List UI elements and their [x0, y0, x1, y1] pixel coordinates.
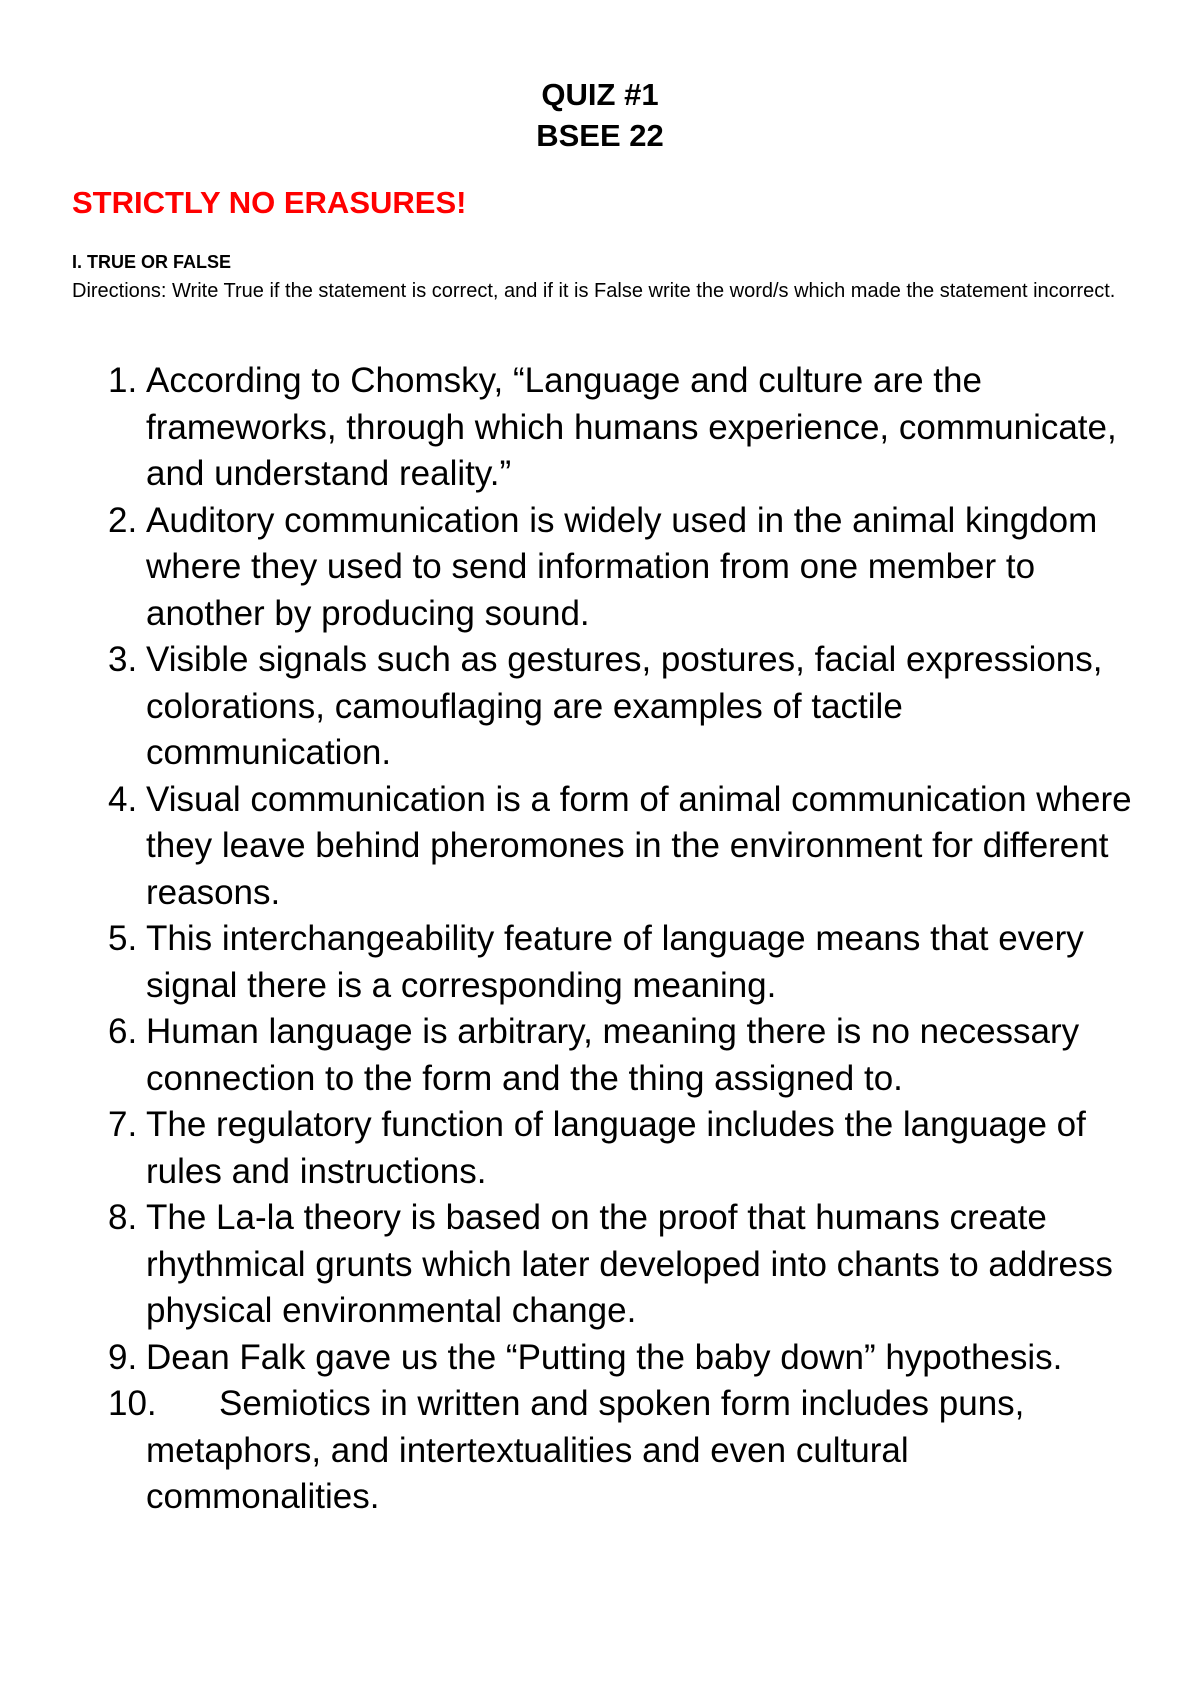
- section-heading: I. TRUE OR FALSE: [72, 252, 232, 272]
- question-number: 4.: [108, 779, 138, 819]
- question-item: [0, 498, 1136, 638]
- question-item: [0, 777, 1136, 917]
- question-text: This interchangeability feature of language means that every signal there is a corresponding meaning.: [146, 919, 1084, 1005]
- question-item: [0, 1195, 1136, 1335]
- question-number: 1.: [108, 361, 138, 400]
- question-number: 10.: [108, 1384, 157, 1423]
- question-item: [0, 1335, 1136, 1382]
- question-item: [0, 1102, 1136, 1195]
- question-item: [0, 916, 1136, 1009]
- question-number: 5.: [108, 919, 138, 958]
- class-code: BSEE 22: [536, 118, 664, 153]
- no-erasures-warning: STRICTLY NO ERASURES!: [72, 185, 467, 220]
- quiz-title: QUIZ #1: [541, 77, 659, 112]
- question-item: [0, 358, 1136, 498]
- question-text: The La-la theory is based on the proof that humans create rhythmical grunts which later developed into chants to address physical environmental change.: [146, 1198, 1113, 1330]
- question-text: According to Chomsky, “Language and culture are the frameworks, through which humans experience, communicate, and understand reality.”: [146, 361, 1117, 493]
- question-number: 7.: [108, 1105, 138, 1144]
- question-text: The regulatory function of language includes the language of rules and instructions.: [146, 1105, 1086, 1191]
- question-item: [0, 1381, 1136, 1521]
- question-number: 8.: [108, 1198, 138, 1237]
- question-text: Visible signals such as gestures, postures, facial expressions, colorations, camouflaging are examples of tactile communication.: [146, 640, 1103, 772]
- question-number: 2.: [108, 500, 138, 540]
- question-text: Dean Falk gave us the “Putting the baby down” hypothesis.: [146, 1337, 1063, 1377]
- directions-text: Directions: Write True if the statement is correct, and if it is False write the word/s which made the statement incorrect.: [72, 280, 1116, 302]
- question-text: Semiotics in written and spoken form includes puns, metaphors, and intertextualities and even cultural commonalities.: [146, 1384, 1025, 1516]
- question-item: [0, 1009, 1136, 1102]
- question-number: 6.: [108, 1012, 138, 1051]
- question-number: 3.: [108, 640, 138, 679]
- question-text: Human language is arbitrary, meaning there is no necessary connection to the form and the thing assigned to.: [146, 1012, 1080, 1098]
- question-text: Auditory communication is widely used in the animal kingdom where they used to send information from one member to another by producing sound.: [146, 500, 1098, 633]
- question-list: [0, 358, 1200, 1521]
- question-item: [0, 637, 1136, 777]
- question-text: Visual communication is a form of animal communication where they leave behind pheromones in the environment for different reasons.: [146, 779, 1132, 912]
- question-number: 9.: [108, 1337, 138, 1377]
